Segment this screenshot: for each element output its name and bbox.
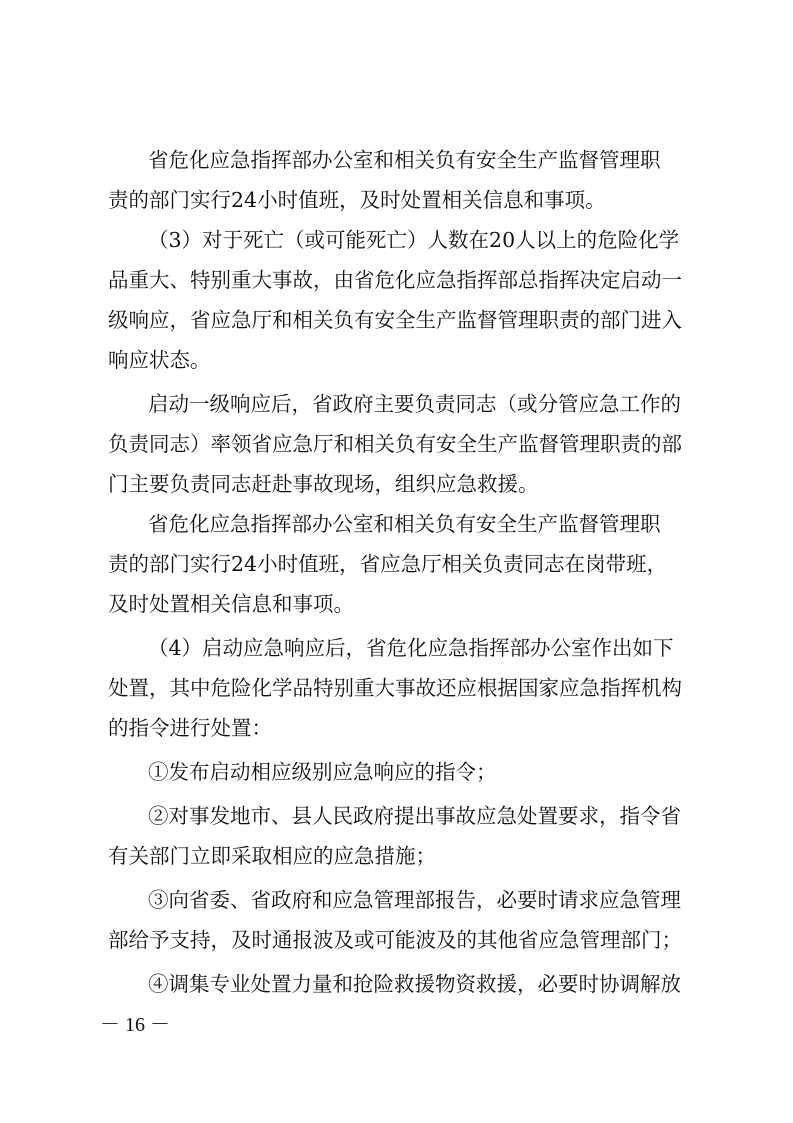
text-line: ④调集专业处置力量和抢险救援物资救援，必要时协调解放 [148,972,681,996]
text-line: 级响应，省应急厅和相关负有安全生产监督管理职责的部门进入 [108,308,682,332]
text-line: 品重大、特别重大事故，由省危化应急指挥部总指挥决定启动一 [108,268,682,292]
text-line: 门主要负责同志赶赴事故现场，组织应急救援。 [108,472,539,496]
text-line: 责的部门实行24小时值班，省应急厅相关负责同志在岗带班， [108,552,668,576]
text-line: （3）对于死亡（或可能死亡）人数在20人以上的危险化学 [148,228,680,252]
text-line: （4）启动应急响应后，省危化应急指挥部办公室作出如下 [148,636,674,660]
text-line: 有关部门立即采取相应的应急措施； [108,844,436,868]
text-line: 省危化应急指挥部办公室和相关负有安全生产监督管理职 [148,148,661,172]
text-line: 省危化应急指挥部办公室和相关负有安全生产监督管理职 [148,512,661,536]
text-line: 责的部门实行24小时值班，及时处置相关信息和事项。 [108,188,606,212]
text-line: 的指令进行处置： [108,716,272,740]
text-line: 处置，其中危险化学品特别重大事故还应根据国家应急指挥机构 [108,676,682,700]
text-line: 负责同志）率领省应急厅和相关负有安全生产监督管理职责的部 [108,432,682,456]
page-number: － 16 － [100,1014,170,1036]
text-line: ①发布启动相应级别应急响应的指令； [148,760,497,784]
text-line: 及时处置相关信息和事项。 [108,592,354,616]
text-line: ②对事发地市、县人民政府提出事故应急处置要求，指令省 [148,804,681,828]
text-line: 部给予支持，及时通报波及或可能波及的其他省应急管理部门； [108,928,682,952]
text-line: ③向省委、省政府和应急管理部报告，必要时请求应急管理 [148,888,681,912]
text-line: 响应状态。 [108,348,211,372]
text-line: 启动一级响应后，省政府主要负责同志（或分管应急工作的 [148,392,681,416]
